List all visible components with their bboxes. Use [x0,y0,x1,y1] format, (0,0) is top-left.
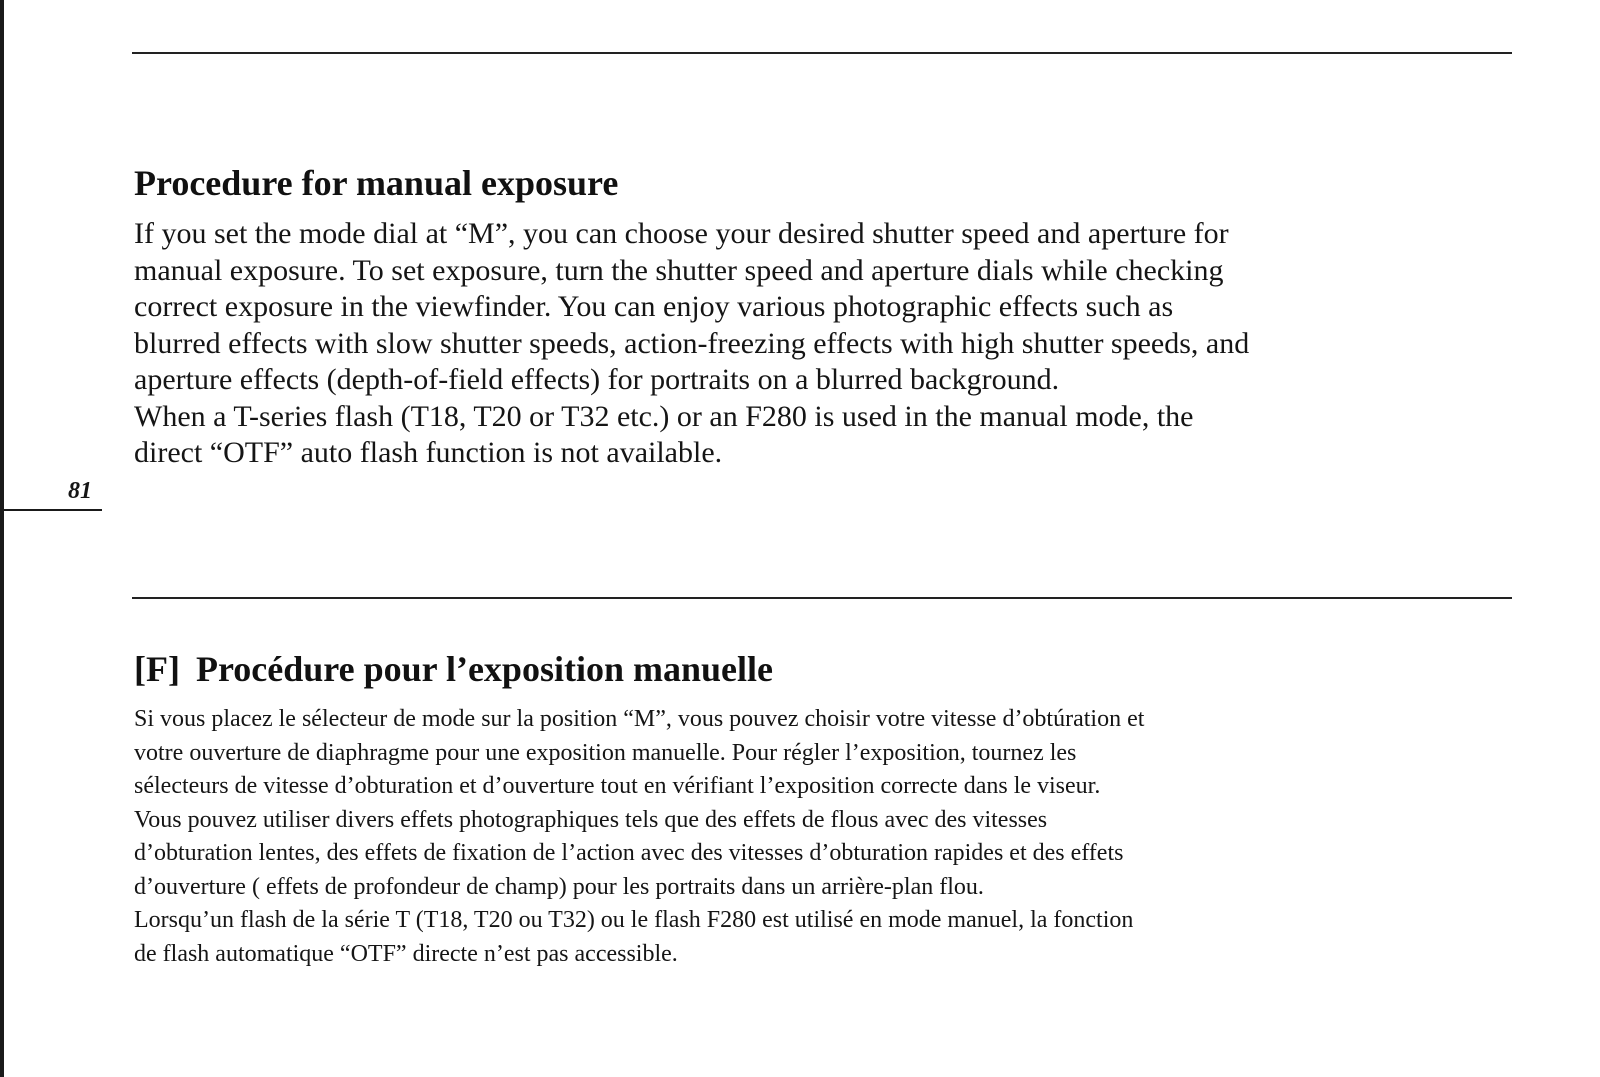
english-line: manual exposure. To set exposure, turn the shutter speed and aperture dials while checking [134,253,1224,287]
page-left-border [0,0,4,1077]
french-line: de flash automatique “OTF” directe n’est pas accessible. [134,940,678,967]
page-number-underline [0,509,102,511]
french-line: votre ouverture de diaphragme pour une exposition manuelle. Pour régler l’exposition, tournez les [134,739,1077,766]
page-number: 81 [68,478,92,504]
english-body [134,216,1249,472]
english-line: aperture effects (depth-of-field effects) for portraits on a blurred background. [134,363,1060,396]
english-line: blurred effects with slow shutter speeds, action-freezing effects with high shutter speeds, and [134,326,1250,360]
french-body [134,703,1144,971]
french-language-tag: [F] [134,649,180,689]
french-line: Vous pouvez utiliser divers effets photographiques tels que des effets de flous avec des vitesses [134,806,1048,833]
section-divider [132,597,1512,599]
top-divider [132,52,1512,54]
french-line: sélecteurs de vitesse d’obturation et d’ouverture tout en vérifiant l’exposition correcte dans le viseur. [134,773,1101,799]
french-heading [134,648,773,690]
english-line: correct exposure in the viewfinder. You can enjoy various photographic effects such as [134,290,1174,323]
french-line: d’ouverture ( effets de profondeur de champ) pour les portraits dans un arrière-plan flou. [134,873,984,900]
english-line: direct “OTF” auto flash function is not available. [134,436,723,469]
french-line: Si vous placez le sélecteur de mode sur la position “M”, vous pouvez choisir votre vitesse d’obtúration et [134,706,1145,732]
english-line: If you set the mode dial at “M”, you can choose your desired shutter speed and aperture for [134,217,1229,250]
english-heading: Procedure for manual exposure [134,163,619,203]
french-line: d’obturation lentes, des effets de fixation de l’action avec des vitesses d’obturation rapides et des effets [134,840,1124,866]
english-line: When a T-series flash (T18, T20 or T32 etc.) or an F280 is used in the manual mode, the [134,399,1194,433]
french-heading-text: Procédure pour l’exposition manuelle [195,649,773,689]
french-line: Lorsqu’un flash de la série T (T18, T20 ou T32) ou le flash F280 est utilisé en mode manuel, la fonction [134,907,1134,933]
